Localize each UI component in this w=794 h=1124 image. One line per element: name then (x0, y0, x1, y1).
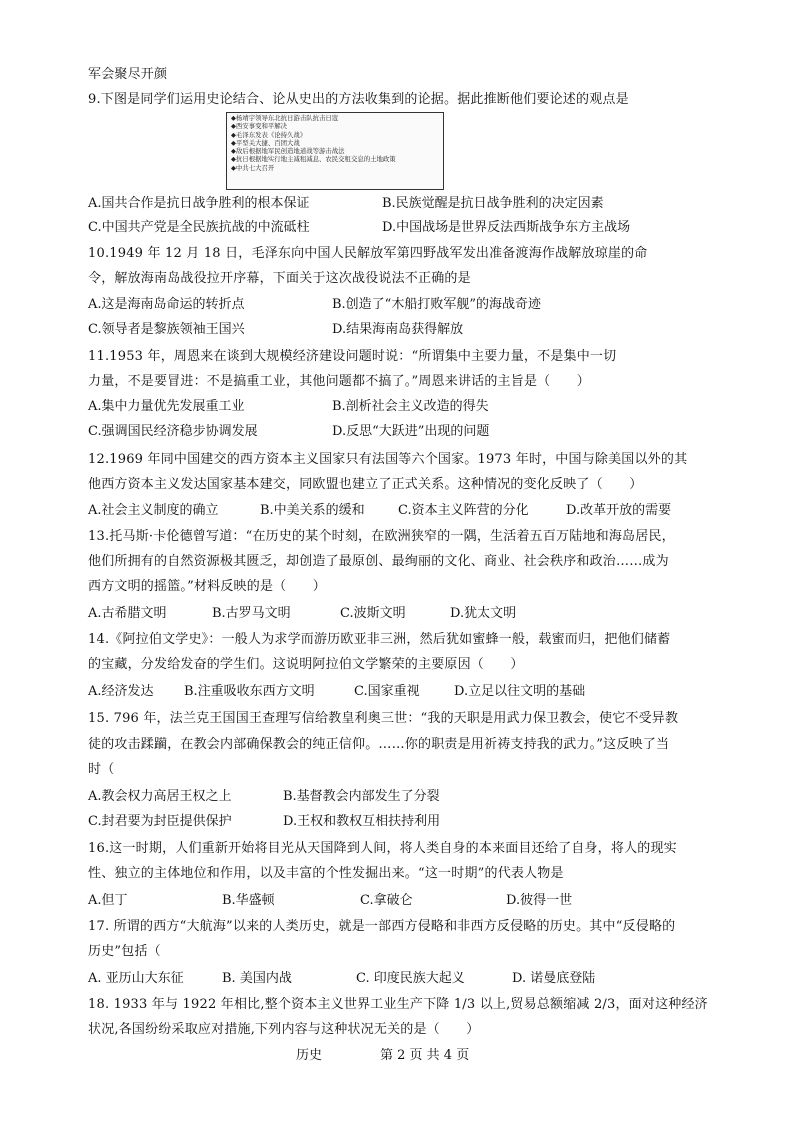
q14-option-a: A.经济发达 (88, 684, 154, 699)
q16-option-c: C.拿破仑 (360, 893, 413, 908)
footer-page-info: 第 2 页 共 4 页 (380, 1048, 470, 1063)
q14-stem-line: 14.《阿拉伯文学史》：一般人为求学而游历欧亚非三洲，然后犹如蜜蜂一般，载蜜而归，把他们储蓄 (88, 632, 671, 647)
evidence-item: ◆平型关大捷、百团大战 (231, 138, 300, 147)
q13-stem-line: 他们所拥有的自然资源极其匮乏，却创造了最原创、最绚丽的文化、商业、社会秩序和政治……成为 (88, 554, 669, 569)
q17-option-b: B. 美国内战 (222, 971, 292, 986)
q10-stem-line: 10.1949 年 12 月 18 日，毛泽东向中国人民解放军第四野战军发出准备渡海作战解放琼崖的命 (88, 246, 648, 261)
q15-option-b: B.基督教会内部发生了分裂 (283, 789, 440, 804)
evidence-item: ◆中共七大召开 (231, 163, 275, 172)
q17-option-a: A. 亚历山大东征 (88, 971, 184, 986)
q11-stem-line: 力量，不是要冒进：不是搞重工业，其他问题都不搞了。”周恩来讲话的主旨是（ ） (88, 374, 590, 389)
footer-subject: 历史 (296, 1048, 323, 1063)
q9-option-c: C.中国共产党是全民族抗战的中流砥柱 (88, 220, 310, 235)
q13-stem-line: 13.托马斯·卡伦德曾写道：“在历史的某个时刻，在欧洲狭窄的一隅，生活着五百万陆地和海岛居民， (88, 529, 675, 544)
q15-option-d: D.王权和教权互相扶持利用 (283, 814, 441, 829)
top-fragment: 军会聚尽开颜 (88, 67, 168, 82)
q15-stem-line: 15. 796 年，法兰克王国国王查理写信给教皇利奥三世：“我的天职是用武力保卫教会，使它不受异教 (88, 711, 679, 726)
q15-stem-line: 徒的攻击蹂躏，在教会内部确保教会的纯正信仰。……你的职责是用祈祷支持我的武力。”这反映了当 (88, 737, 670, 752)
q11-option-a: A.集中力量优先发展重工业 (88, 399, 245, 414)
q16-option-d: D.彼得一世 (506, 893, 573, 908)
q12-stem-line: 他西方资本主义发达国家基本建交，同欧盟也建立了正式关系。这种情况的变化反映了（ ） (88, 477, 643, 492)
q11-stem-line: 11.1953 年，周恩来在谈到大规模经济建设问题时说：“所谓集中主要力量，不是集中一切 (88, 349, 617, 364)
q9-stem: 9.下图是同学们运用史论结合、论从史出的方法收集到的论据。据此推断他们要论述的观点是 (88, 92, 629, 107)
q16-stem-line: 16.这一时期，人们重新开始将目光从天国降到人间，将人类自身的本来面目还给了自身，将人的现实 (88, 841, 677, 856)
q12-option-b: B.中美关系的缓和 (260, 503, 365, 518)
q18-stem-line: 状况,各国纷纷采取应对措施,下列内容与这种状况无关的是（ ） (88, 1022, 480, 1037)
q13-option-b: B.古罗马文明 (212, 606, 291, 621)
q15-option-a: A.教会权力高居王权之上 (88, 789, 232, 804)
q11-option-d: D.反思“大跃进”出现的问题 (332, 424, 490, 439)
q17-option-d: D. 诺曼底登陆 (512, 971, 596, 986)
q9-option-d: D.中国战场是世界反法西斯战争东方主战场 (382, 220, 631, 235)
q13-option-a: A.古希腊文明 (88, 606, 167, 621)
q16-option-b: B.华盛顿 (222, 893, 275, 908)
q13-option-d: D.犹太文明 (450, 606, 517, 621)
q9-option-b: B.民族觉醒是抗日战争胜利的决定因素 (382, 196, 604, 211)
q18-stem-line: 18. 1933 年与 1922 年相比,整个资本主义世界工业生产下降 1/3 以上,贸易总额缩减 2/3，面对这种经济 (88, 997, 708, 1012)
q10-option-b: B.创造了“木船打败军舰”的海战奇迹 (332, 297, 541, 312)
q13-stem-line: 西方文明的摇篮。”材料反映的是（ ） (88, 579, 326, 594)
q12-option-d: D.改革开放的需要 (566, 503, 672, 518)
q10-option-d: D.结果海南岛获得解放 (332, 322, 464, 337)
q14-option-c: C.国家重视 (354, 684, 420, 699)
q15-stem-line: 时（ (88, 762, 115, 777)
q17-option-c: C. 印度民族大起义 (356, 971, 465, 986)
q12-option-c: C.资本主义阵营的分化 (398, 503, 529, 518)
evidence-item: ◆毛泽东发表《论持久战》 (231, 130, 307, 139)
evidence-item: ◆杨靖宇领导东北抗日游击队抗击日寇 (231, 114, 339, 122)
evidence-item: ◆抗日根据地实行地主减租减息、农民交租交息的土地政策 (231, 155, 396, 164)
q15-option-c: C.封君要为封臣提供保护 (88, 814, 232, 829)
q10-option-a: A.这是海南岛命运的转折点 (88, 297, 245, 312)
q9-evidence-box (226, 112, 444, 190)
q10-option-c: C.领导者是黎族领袖王国兴 (88, 322, 245, 337)
q13-option-c: C.波斯文明 (340, 606, 406, 621)
q10-stem-line: 令，解放海南岛战役拉开序幕，下面关于这次战役说法不正确的是 (88, 271, 471, 286)
q14-stem-line: 的宝藏，分发给发奋的学生们。这说明阿拉伯文学繁荣的主要原因（ ） (88, 657, 524, 672)
q17-stem-line: 历史”包括（ (88, 944, 161, 959)
q16-stem-line: 性、独立的主体地位和作用，以及丰富的个性发掘出来。“这一时期”的代表人物是 (88, 866, 564, 881)
q11-option-b: B.剖析社会主义改造的得失 (332, 399, 489, 414)
q14-option-b: B.注重吸收东西方文明 (184, 684, 315, 699)
q17-stem-line: 17. 所谓的西方“大航海”以来的人类历史，就是一部西方侵略和非西方反侵略的历史。其中“反侵略的 (88, 919, 676, 934)
q12-stem-line: 12.1969 年同中国建交的西方资本主义国家只有法国等六个国家。1973 年时，中国与除美国以外的其 (88, 452, 688, 467)
q11-option-c: C.强调国民经济稳步协调发展 (88, 424, 258, 439)
q12-option-a: A.社会主义制度的确立 (88, 503, 219, 518)
evidence-item: ◆敌后根据地军民创造地道战等游击战法 (231, 147, 345, 156)
q9-option-a: A.国共合作是抗日战争胜利的根本保证 (88, 196, 310, 211)
q16-option-a: A.但丁 (88, 893, 128, 908)
evidence-item: ◆西安事变和平解决 (231, 122, 288, 131)
q14-option-d: D.立足以往文明的基础 (454, 684, 586, 699)
